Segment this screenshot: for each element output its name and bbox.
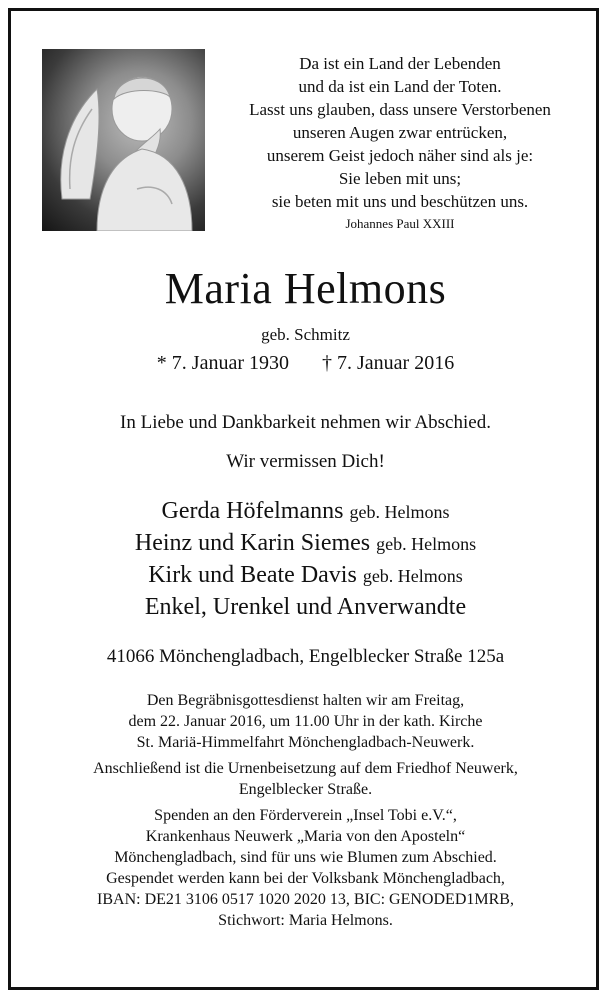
service-line: dem 22. Januar 2016, um 11.00 Uhr in der kath. Kirche <box>128 713 483 730</box>
poem-line: und da ist ein Land der Toten. <box>298 77 502 96</box>
burial-line: Anschließend ist die Urnenbeisetzung auf dem Friedhof Neuwerk, <box>93 760 518 777</box>
mourner-name: Heinz und Karin Siemes <box>134 530 371 556</box>
poem-line: Da ist ein Land der Lebenden <box>299 54 501 73</box>
mourner-name: Enkel, Urenkel und Anverwandte <box>144 594 467 620</box>
farewell-text: In Liebe und Dankbarkeit nehmen wir Abschied. <box>120 412 491 433</box>
mourner-row <box>0 560 611 592</box>
poem <box>215 52 585 213</box>
angel-statue-image <box>42 49 205 231</box>
donations-line: IBAN: DE21 3106 0517 1020 2020 13, BIC: GENODED1MRB, <box>97 891 514 908</box>
angel-statue-icon <box>42 49 205 231</box>
mourner-name: Kirk und Beate Davis <box>148 562 357 588</box>
miss-you-text: Wir vermissen Dich! <box>226 451 385 472</box>
mourner-note: geb. Helmons <box>362 566 463 586</box>
service-paragraph <box>0 690 611 753</box>
mourner-note: geb. Helmons <box>376 534 477 554</box>
burial-line: Engelblecker Straße. <box>238 781 373 798</box>
maiden-name: geb. Schmitz <box>261 325 350 344</box>
mourner-row <box>0 592 611 623</box>
donations-line: Krankenhaus Neuwerk „Maria von den Aposteln“ <box>145 828 466 845</box>
mourner-row <box>0 528 611 560</box>
life-dates <box>0 352 611 375</box>
poem-line: unseren Augen zwar entrücken, <box>292 123 508 142</box>
mourner-name: Gerda Höfelmanns <box>161 498 344 524</box>
donations-line: Stichwort: Maria Helmons. <box>218 912 393 929</box>
donations-line: Mönchengladbach, sind für uns wie Blumen zum Abschied. <box>114 849 497 866</box>
mourners-list <box>0 496 611 623</box>
burial-paragraph <box>0 758 611 800</box>
donations-paragraph <box>0 805 611 931</box>
birth-date: * 7. Januar 1930 <box>156 352 289 374</box>
deceased-name: Maria Helmons <box>164 264 447 313</box>
poem-line: sie beten mit uns und beschützen uns. <box>271 192 529 211</box>
service-line: Den Begräbnisgottesdienst halten wir am Freitag, <box>146 692 465 709</box>
donations-line: Gespendet werden kann bei der Volksbank Mönchengladbach, <box>106 870 505 887</box>
mourner-row <box>0 496 611 528</box>
donations-line: Spenden an den Förderverein „Insel Tobi e.V.“, <box>154 807 457 824</box>
poem-line: Lasst uns glauben, dass unsere Verstorbenen <box>249 100 551 119</box>
poem-line: unserem Geist jedoch näher sind als je: <box>266 146 534 165</box>
death-date: † 7. Januar 2016 <box>322 352 455 374</box>
poem-author: Johannes Paul XXIII <box>345 216 455 231</box>
funeral-notes <box>0 690 611 936</box>
poem-line: Sie leben mit uns; <box>338 169 462 188</box>
address: 41066 Mönchengladbach, Engelblecker Straße 125a <box>106 646 505 667</box>
mourner-note: geb. Helmons <box>349 502 450 522</box>
service-line: St. Mariä-Himmelfahrt Mönchengladbach-Neuwerk. <box>136 734 475 751</box>
